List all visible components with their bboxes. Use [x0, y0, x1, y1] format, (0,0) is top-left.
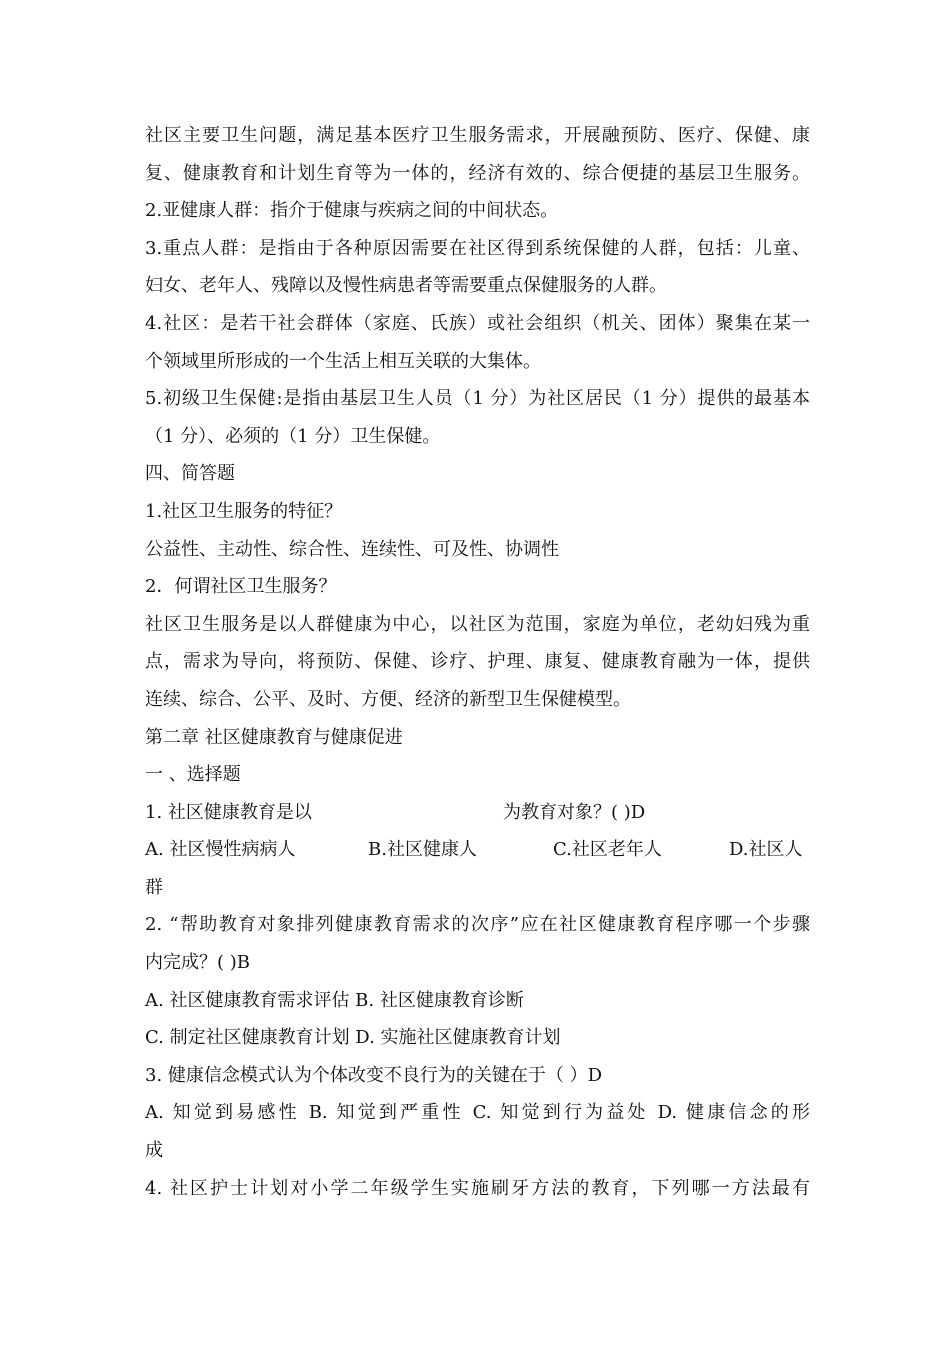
option-c: C.社区老年人: [553, 839, 662, 861]
text-line: 社区主要卫生问题，满足基本医疗卫生服务需求，开展融预防、医疗、保健、康: [145, 125, 810, 146]
question-3-options: A. 知觉到易感性 B. 知觉到严重性 C. 知觉到行为益处 D. 健康信念的形: [145, 1102, 810, 1124]
question-2-options: C. 制定社区健康教育计划 D. 实施社区健康教育计划: [145, 1027, 561, 1049]
question-1: [145, 794, 810, 832]
definition-sub-health: 2.亚健康人群：指介于健康与疾病之间的中间状态。: [145, 200, 559, 222]
text-line: 群: [145, 876, 163, 898]
question-1-end: 为教育对象？( )D: [503, 801, 646, 823]
chapter-heading: 第二章 社区健康教育与健康促进: [145, 726, 403, 748]
answer-text: 公益性、主动性、综合性、连续性、可及性、协调性: [145, 538, 559, 560]
text-line: 妇女、老年人、残障以及慢性病患者等需要重点保健服务的人群。: [145, 275, 667, 297]
option-a: A. 社区慢性病病人: [145, 839, 296, 861]
definition-key-population: 3.重点人群：是指由于各种原因需要在社区得到系统保健的人群，包括：儿童、: [145, 237, 810, 259]
option-d: D.社区人: [729, 839, 803, 861]
section-heading-multiple-choice: 一 、选择题: [145, 764, 241, 786]
document-body: [145, 117, 810, 1207]
text-line: 成: [145, 1140, 163, 1162]
text-line: 内完成？( )B: [145, 952, 250, 974]
question-1-options: [145, 831, 810, 869]
question-heading: 2．何谓社区卫生服务？: [145, 576, 337, 598]
text-line: （1 分）、必须的（1 分）卫生保健。: [145, 425, 441, 447]
question-3: 3. 健康信念模式认为个体改变不良行为的关键在于（ ）D: [145, 1064, 603, 1086]
option-b: B.社区健康人: [368, 839, 477, 861]
answer-text: 社区卫生服务是以人群健康为中心，以社区为范围，家庭为单位，老幼妇残为重: [145, 613, 810, 635]
question-4: 4. 社区护士计划对小学二年级学生实施刷牙方法的教育，下列哪一方法最有: [145, 1177, 810, 1199]
answer-text: 连续、综合、公平、及时、方便、经济的新型卫生保健模型。: [145, 688, 631, 710]
definition-primary-care: 5.初级卫生保健:是指由基层卫生人员（1 分）为社区居民（1 分）提供的最基本: [145, 388, 810, 410]
section-heading-short-answer: 四、简答题: [145, 463, 235, 485]
text-line: 个领域里所形成的一个生活上相互关联的大集体。: [145, 350, 541, 372]
question-heading: 1.社区卫生服务的特征？: [145, 500, 343, 522]
definition-community: 4.社区：是若干社会群体（家庭、氏族）或社会组织（机关、团体）聚集在某一: [145, 312, 810, 334]
question-2: 2. “帮助教育对象排列健康教育需求的次序”应在社区健康教育程序哪一个步骤: [145, 914, 810, 936]
text-line: 复、健康教育和计划生育等为一体的，经济有效的、综合便捷的基层卫生服务。: [145, 162, 810, 184]
question-1-start: 1. 社区健康教育是以: [145, 801, 312, 823]
answer-text: 点，需求为导向，将预防、保健、诊疗、护理、康复、健康教育融为一体，提供: [145, 651, 810, 673]
question-2-options: A. 社区健康教育需求评估 B. 社区健康教育诊断: [145, 989, 524, 1011]
